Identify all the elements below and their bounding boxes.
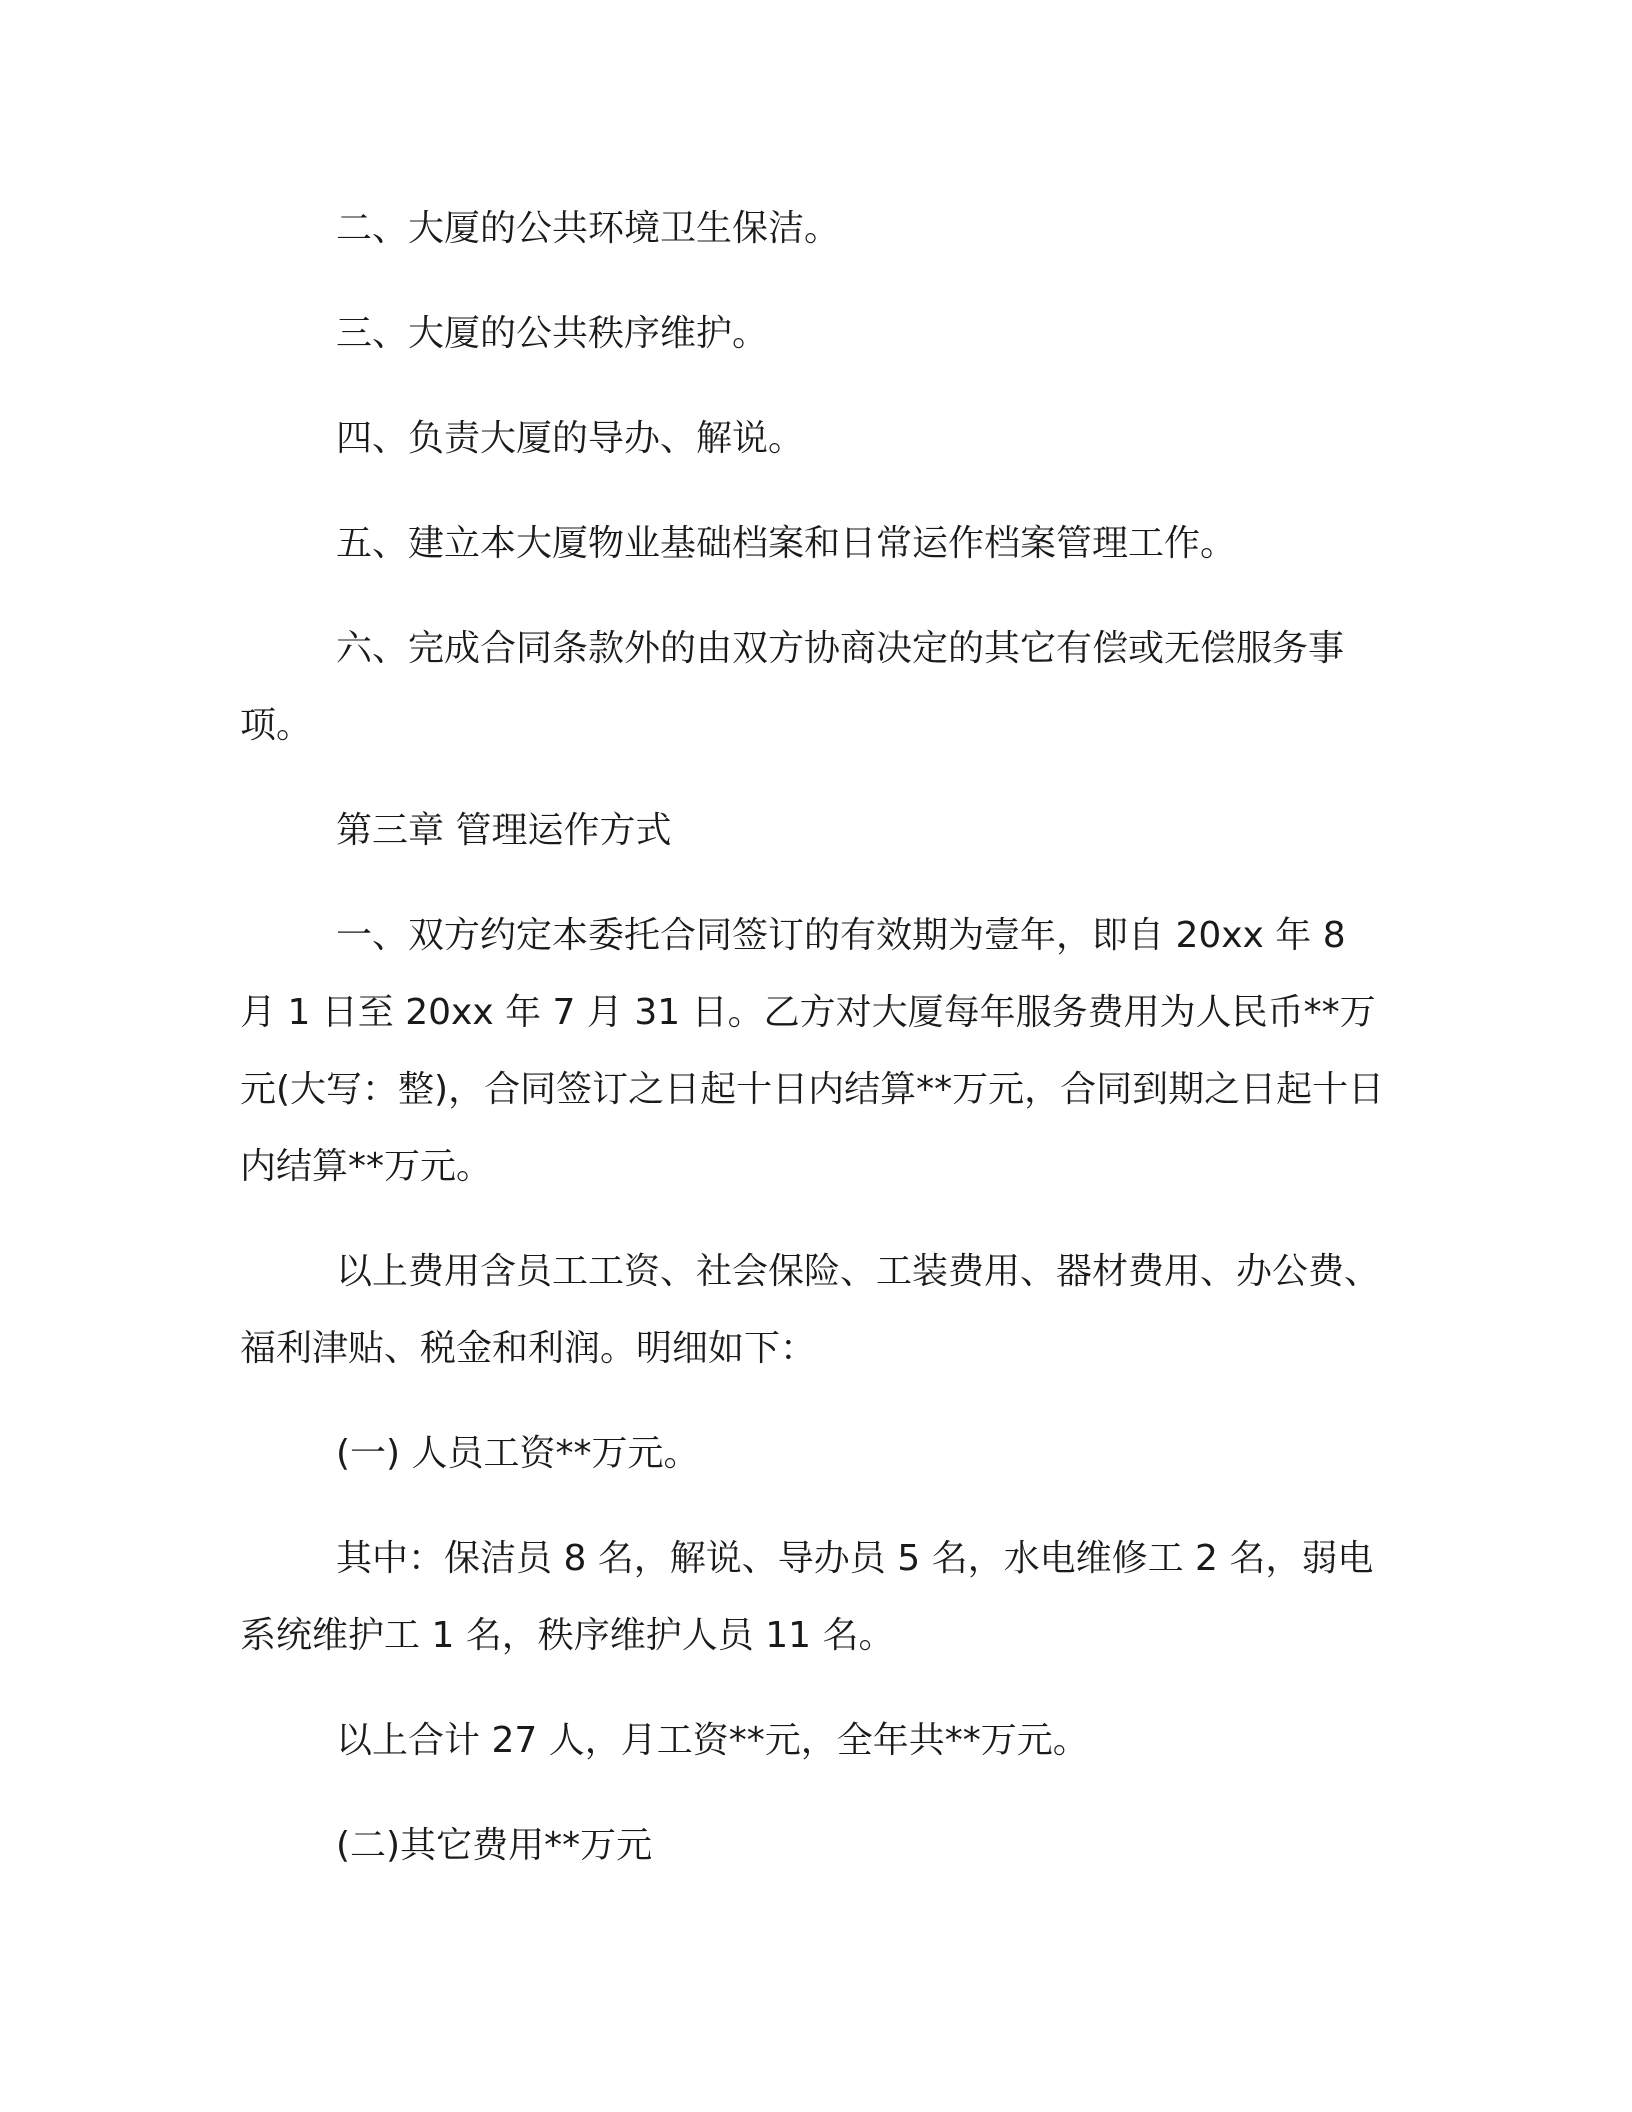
paragraph-clause-6: 六、完成合同条款外的由双方协商决定的其它有偿或无偿服务事项。 (240, 628, 1345, 746)
paragraph-fee-scope: 以上费用含员工工资、社会保险、工装费用、器材费用、办公费、福利津贴、税金和利润。明细如下： (240, 1251, 1381, 1369)
paragraph-term-and-fees: 一、双方约定本委托合同签订的有效期为壹年，即自 20xx 年 8 月 1 日至 20xx 年 7 月 31 日。乙方对大厦每年服务费用为人民币**万元(大写：整)，合同签订之日起十日内结算**万元，合同到期之日起十日内结算**万元。 (240, 915, 1385, 1187)
paragraph-other-fees: (二)其它费用**万元 (336, 1825, 653, 1866)
chapter-heading: 第三章 管理运作方式 (336, 810, 672, 851)
paragraph-clause-4: 四、负责大厦的导办、解说。 (336, 418, 805, 459)
paragraph-clause-3: 三、大厦的公共秩序维护。 (336, 313, 769, 354)
paragraph-staff-breakdown: 其中：保洁员 8 名，解说、导办员 5 名，水电维修工 2 名，弱电系统维护工 1 名，秩序维护人员 11 名。 (240, 1538, 1374, 1656)
paragraph-staff-wages: (一) 人员工资**万元。 (336, 1433, 700, 1474)
document-body (240, 190, 1390, 1884)
paragraph-clause-5: 五、建立本大厦物业基础档案和日常运作档案管理工作。 (336, 523, 1237, 564)
paragraph-clause-2: 二、大厦的公共环境卫生保洁。 (336, 208, 841, 249)
paragraph-staff-total: 以上合计 27 人，月工资**元，全年共**万元。 (336, 1720, 1089, 1761)
